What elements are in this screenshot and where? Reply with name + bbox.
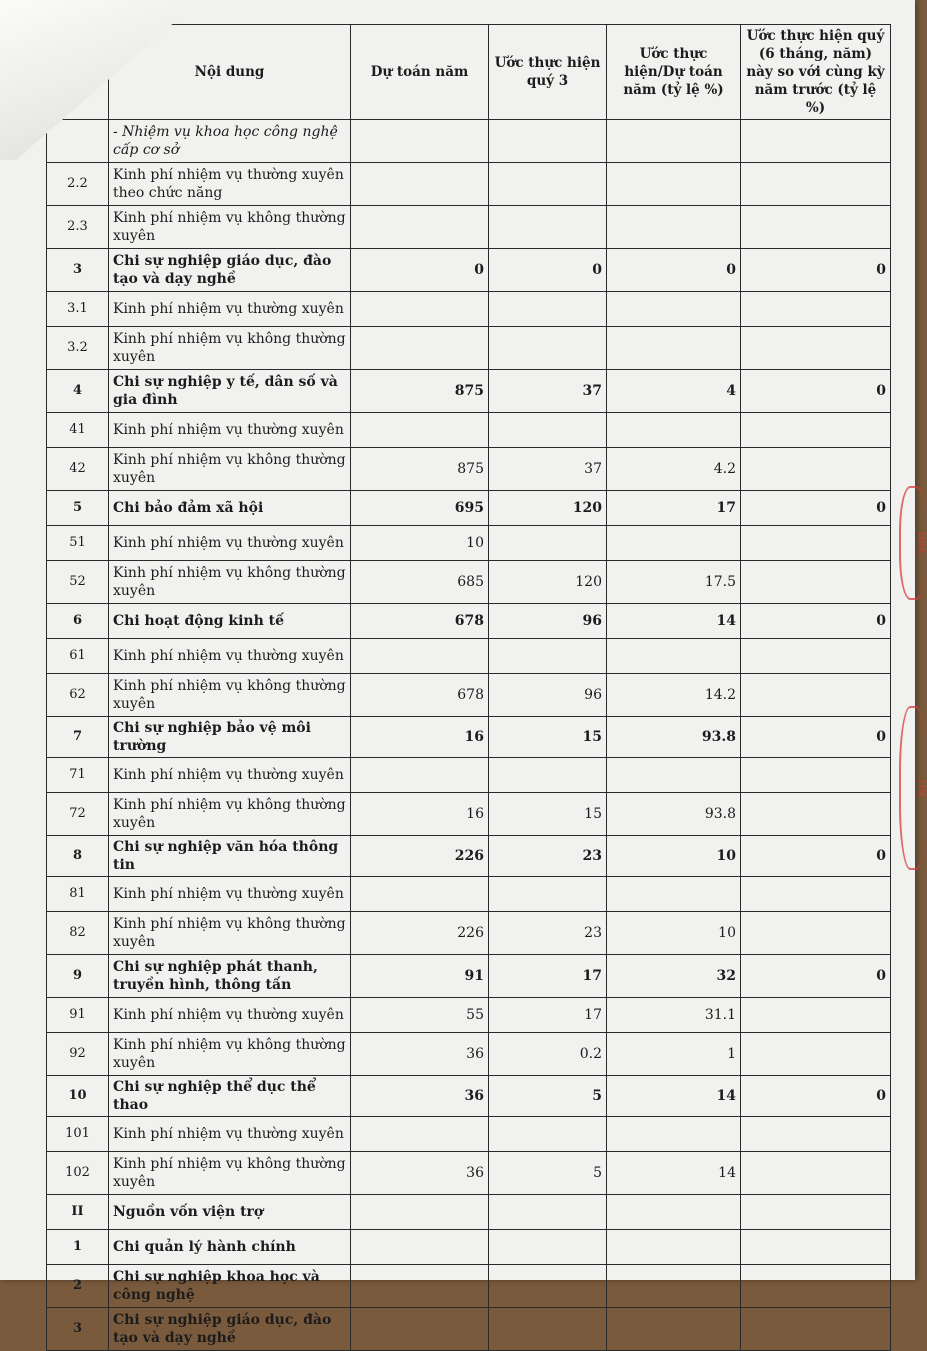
ratio-cell: 14 xyxy=(607,604,741,639)
row-number: 3.2 xyxy=(47,327,109,370)
yoy-cell xyxy=(741,1117,891,1152)
annual-estimate-cell xyxy=(351,327,489,370)
q3-estimate-cell xyxy=(489,206,607,249)
q3-estimate-cell: 96 xyxy=(489,674,607,717)
row-number: 9 xyxy=(47,955,109,998)
table-row xyxy=(47,120,891,163)
q3-estimate-cell xyxy=(489,120,607,163)
row-number: 102 xyxy=(47,1152,109,1195)
yoy-cell xyxy=(741,120,891,163)
row-number: 3 xyxy=(47,249,109,292)
yoy-cell xyxy=(741,912,891,955)
ratio-cell: 32 xyxy=(607,955,741,998)
annual-estimate-cell xyxy=(351,206,489,249)
row-label: Chi sự nghiệp y tế, dân số và gia đình xyxy=(109,370,351,413)
yoy-cell xyxy=(741,561,891,604)
annual-estimate-cell: 875 xyxy=(351,448,489,491)
annual-estimate-cell xyxy=(351,120,489,163)
table-row xyxy=(47,292,891,327)
yoy-cell: 0 xyxy=(741,370,891,413)
annual-estimate-cell xyxy=(351,1117,489,1152)
row-label: Chi hoạt động kinh tế xyxy=(109,604,351,639)
row-label: - Nhiệm vụ khoa học công nghệ cấp cơ sở xyxy=(109,120,351,163)
ratio-cell xyxy=(607,292,741,327)
row-number: 61 xyxy=(47,639,109,674)
q3-estimate-cell: 15 xyxy=(489,793,607,836)
row-label: Kinh phí nhiệm vụ thường xuyên xyxy=(109,1117,351,1152)
annual-estimate-cell xyxy=(351,163,489,206)
table-row xyxy=(47,1230,891,1265)
row-label: Chi sự nghiệp giáo dục, đào tạo và dạy nghề xyxy=(109,249,351,292)
yoy-cell: 0 xyxy=(741,1076,891,1117)
table-row xyxy=(47,836,891,877)
row-label: Kinh phí nhiệm vụ thường xuyên xyxy=(109,526,351,561)
table-row xyxy=(47,793,891,836)
table-row xyxy=(47,758,891,793)
annual-estimate-cell: 36 xyxy=(351,1152,489,1195)
row-label: Kinh phí nhiệm vụ không thường xuyên xyxy=(109,1033,351,1076)
ratio-cell xyxy=(607,639,741,674)
row-label: Chi sự nghiệp khoa học và công nghệ xyxy=(109,1265,351,1308)
yoy-cell: 0 xyxy=(741,249,891,292)
yoy-cell: 0 xyxy=(741,491,891,526)
ratio-cell xyxy=(607,120,741,163)
ratio-cell xyxy=(607,327,741,370)
row-label: Kinh phí nhiệm vụ không thường xuyên xyxy=(109,448,351,491)
table-row xyxy=(47,370,891,413)
annual-estimate-cell: 55 xyxy=(351,998,489,1033)
yoy-cell xyxy=(741,674,891,717)
table-row xyxy=(47,526,891,561)
q3-estimate-cell: 0.2 xyxy=(489,1033,607,1076)
yoy-cell xyxy=(741,413,891,448)
q3-estimate-cell xyxy=(489,1117,607,1152)
row-number: 7 xyxy=(47,717,109,758)
row-number: 5 xyxy=(47,491,109,526)
ratio-cell: 17.5 xyxy=(607,561,741,604)
row-label: Kinh phí nhiệm vụ không thường xuyên xyxy=(109,674,351,717)
table-body xyxy=(47,120,891,1351)
row-label: Chi sự nghiệp giáo dục, đào tạo và dạy nghề xyxy=(109,1308,351,1351)
q3-estimate-cell xyxy=(489,163,607,206)
ratio-cell: 4 xyxy=(607,370,741,413)
table-row xyxy=(47,413,891,448)
budget-table xyxy=(46,24,891,1351)
table-row xyxy=(47,639,891,674)
table-row xyxy=(47,955,891,998)
row-number: 10 xyxy=(47,1076,109,1117)
row-number: 62 xyxy=(47,674,109,717)
row-number xyxy=(47,120,109,163)
ratio-cell xyxy=(607,413,741,448)
q3-estimate-cell: 37 xyxy=(489,448,607,491)
annual-estimate-cell xyxy=(351,413,489,448)
header-q3-estimate: Ước thực hiện quý 3 xyxy=(489,25,607,120)
row-number: 41 xyxy=(47,413,109,448)
row-label: Kinh phí nhiệm vụ không thường xuyên xyxy=(109,206,351,249)
yoy-cell xyxy=(741,639,891,674)
yoy-cell xyxy=(741,526,891,561)
yoy-cell xyxy=(741,998,891,1033)
q3-estimate-cell: 120 xyxy=(489,561,607,604)
annual-estimate-cell: 678 xyxy=(351,604,489,639)
q3-estimate-cell: 0 xyxy=(489,249,607,292)
q3-estimate-cell xyxy=(489,413,607,448)
table-row xyxy=(47,249,891,292)
annual-estimate-cell: 16 xyxy=(351,717,489,758)
row-number: 101 xyxy=(47,1117,109,1152)
table-row xyxy=(47,674,891,717)
ratio-cell: 4.2 xyxy=(607,448,741,491)
row-number: 92 xyxy=(47,1033,109,1076)
annual-estimate-cell: 695 xyxy=(351,491,489,526)
ratio-cell xyxy=(607,1265,741,1308)
row-number: 42 xyxy=(47,448,109,491)
table-row xyxy=(47,1195,891,1230)
header-annual-estimate: Dự toán năm xyxy=(351,25,489,120)
yoy-cell xyxy=(741,758,891,793)
ratio-cell xyxy=(607,206,741,249)
annual-estimate-cell xyxy=(351,758,489,793)
q3-estimate-cell xyxy=(489,1230,607,1265)
row-label: Kinh phí nhiệm vụ không thường xuyên xyxy=(109,1152,351,1195)
q3-estimate-cell: 23 xyxy=(489,912,607,955)
ratio-cell: 0 xyxy=(607,249,741,292)
yoy-cell: 0 xyxy=(741,604,891,639)
row-label: Kinh phí nhiệm vụ thường xuyên xyxy=(109,639,351,674)
row-label: Kinh phí nhiệm vụ thường xuyên xyxy=(109,292,351,327)
table-row xyxy=(47,717,891,758)
yoy-cell xyxy=(741,1308,891,1351)
row-number: 3 xyxy=(47,1308,109,1351)
row-number: II xyxy=(47,1195,109,1230)
yoy-cell xyxy=(741,793,891,836)
table-row xyxy=(47,1117,891,1152)
q3-estimate-cell: 120 xyxy=(489,491,607,526)
yoy-cell xyxy=(741,327,891,370)
row-label: Kinh phí nhiệm vụ không thường xuyên xyxy=(109,793,351,836)
row-label: Kinh phí nhiệm vụ không thường xuyên xyxy=(109,912,351,955)
ratio-cell xyxy=(607,163,741,206)
red-stamp-top: ĐBA xyxy=(899,486,927,600)
annual-estimate-cell: 36 xyxy=(351,1033,489,1076)
q3-estimate-cell xyxy=(489,877,607,912)
annual-estimate-cell xyxy=(351,292,489,327)
q3-estimate-cell xyxy=(489,327,607,370)
annual-estimate-cell xyxy=(351,1230,489,1265)
q3-estimate-cell xyxy=(489,1308,607,1351)
red-stamp-bottom: ỜN xyxy=(899,706,927,870)
yoy-cell: 0 xyxy=(741,717,891,758)
annual-estimate-cell: 875 xyxy=(351,370,489,413)
table-row xyxy=(47,1076,891,1117)
annual-estimate-cell: 16 xyxy=(351,793,489,836)
header-ratio: Ước thực hiện/Dự toán năm (tỷ lệ %) xyxy=(607,25,741,120)
ratio-cell xyxy=(607,1195,741,1230)
table-row xyxy=(47,491,891,526)
yoy-cell: 0 xyxy=(741,836,891,877)
table-row xyxy=(47,448,891,491)
row-number: 81 xyxy=(47,877,109,912)
yoy-cell xyxy=(741,1152,891,1195)
table-row xyxy=(47,1265,891,1308)
table-row xyxy=(47,912,891,955)
row-label: Chi sự nghiệp phát thanh, truyền hình, thông tấn xyxy=(109,955,351,998)
q3-estimate-cell xyxy=(489,639,607,674)
q3-estimate-cell xyxy=(489,526,607,561)
row-label: Kinh phí nhiệm vụ không thường xuyên xyxy=(109,561,351,604)
row-label: Kinh phí nhiệm vụ thường xuyên xyxy=(109,877,351,912)
ratio-cell xyxy=(607,758,741,793)
row-number: 82 xyxy=(47,912,109,955)
header-yoy: Ước thực hiện quý (6 tháng, năm) này so với cùng kỳ năm trước (tỷ lệ %) xyxy=(741,25,891,120)
q3-estimate-cell: 23 xyxy=(489,836,607,877)
row-number: 51 xyxy=(47,526,109,561)
table-row xyxy=(47,877,891,912)
header-content: Nội dung xyxy=(109,25,351,120)
yoy-cell xyxy=(741,163,891,206)
row-number: 52 xyxy=(47,561,109,604)
row-number: 2 xyxy=(47,1265,109,1308)
annual-estimate-cell: 36 xyxy=(351,1076,489,1117)
table-row xyxy=(47,1308,891,1351)
q3-estimate-cell xyxy=(489,1195,607,1230)
row-label: Chi quản lý hành chính xyxy=(109,1230,351,1265)
yoy-cell xyxy=(741,1265,891,1308)
table-row xyxy=(47,604,891,639)
ratio-cell: 14 xyxy=(607,1076,741,1117)
row-number: 71 xyxy=(47,758,109,793)
ratio-cell xyxy=(607,1308,741,1351)
row-label: Chi sự nghiệp bảo vệ môi trường xyxy=(109,717,351,758)
q3-estimate-cell: 96 xyxy=(489,604,607,639)
q3-estimate-cell: 5 xyxy=(489,1152,607,1195)
q3-estimate-cell: 17 xyxy=(489,998,607,1033)
row-number: 6 xyxy=(47,604,109,639)
annual-estimate-cell: 0 xyxy=(351,249,489,292)
row-number: 91 xyxy=(47,998,109,1033)
annual-estimate-cell: 226 xyxy=(351,836,489,877)
annual-estimate-cell: 685 xyxy=(351,561,489,604)
ratio-cell: 93.8 xyxy=(607,717,741,758)
ratio-cell xyxy=(607,877,741,912)
ratio-cell: 31.1 xyxy=(607,998,741,1033)
row-number: 2.2 xyxy=(47,163,109,206)
q3-estimate-cell xyxy=(489,1265,607,1308)
ratio-cell xyxy=(607,1230,741,1265)
row-label: Kinh phí nhiệm vụ không thường xuyên xyxy=(109,327,351,370)
row-label: Nguồn vốn viện trợ xyxy=(109,1195,351,1230)
row-label: Chi bảo đảm xã hội xyxy=(109,491,351,526)
ratio-cell: 10 xyxy=(607,836,741,877)
table-row xyxy=(47,998,891,1033)
ratio-cell: 10 xyxy=(607,912,741,955)
header-row xyxy=(47,25,891,120)
yoy-cell xyxy=(741,1230,891,1265)
yoy-cell xyxy=(741,448,891,491)
annual-estimate-cell xyxy=(351,877,489,912)
ratio-cell: 14.2 xyxy=(607,674,741,717)
yoy-cell xyxy=(741,877,891,912)
row-number: 72 xyxy=(47,793,109,836)
table-row xyxy=(47,206,891,249)
annual-estimate-cell xyxy=(351,1195,489,1230)
row-label: Kinh phí nhiệm vụ thường xuyên theo chức năng xyxy=(109,163,351,206)
ratio-cell xyxy=(607,1117,741,1152)
row-number: 8 xyxy=(47,836,109,877)
row-number: 4 xyxy=(47,370,109,413)
ratio-cell xyxy=(607,526,741,561)
annual-estimate-cell: 10 xyxy=(351,526,489,561)
table-row xyxy=(47,327,891,370)
row-label: Chi sự nghiệp văn hóa thông tin xyxy=(109,836,351,877)
q3-estimate-cell: 5 xyxy=(489,1076,607,1117)
yoy-cell xyxy=(741,1195,891,1230)
q3-estimate-cell xyxy=(489,292,607,327)
ratio-cell: 1 xyxy=(607,1033,741,1076)
ratio-cell: 17 xyxy=(607,491,741,526)
annual-estimate-cell xyxy=(351,1265,489,1308)
yoy-cell xyxy=(741,1033,891,1076)
row-label: Kinh phí nhiệm vụ thường xuyên xyxy=(109,758,351,793)
annual-estimate-cell xyxy=(351,1308,489,1351)
table-row xyxy=(47,1033,891,1076)
table-row xyxy=(47,561,891,604)
ratio-cell: 14 xyxy=(607,1152,741,1195)
annual-estimate-cell: 91 xyxy=(351,955,489,998)
yoy-cell xyxy=(741,206,891,249)
row-label: Kinh phí nhiệm vụ thường xuyên xyxy=(109,998,351,1033)
row-number: 2.3 xyxy=(47,206,109,249)
yoy-cell xyxy=(741,292,891,327)
q3-estimate-cell xyxy=(489,758,607,793)
yoy-cell: 0 xyxy=(741,955,891,998)
row-label: Chi sự nghiệp thể dục thể thao xyxy=(109,1076,351,1117)
q3-estimate-cell: 17 xyxy=(489,955,607,998)
row-number: 3.1 xyxy=(47,292,109,327)
q3-estimate-cell: 37 xyxy=(489,370,607,413)
table-row xyxy=(47,1152,891,1195)
annual-estimate-cell: 678 xyxy=(351,674,489,717)
table-row xyxy=(47,163,891,206)
ratio-cell: 93.8 xyxy=(607,793,741,836)
q3-estimate-cell: 15 xyxy=(489,717,607,758)
annual-estimate-cell xyxy=(351,639,489,674)
row-number: 1 xyxy=(47,1230,109,1265)
annual-estimate-cell: 226 xyxy=(351,912,489,955)
row-label: Kinh phí nhiệm vụ thường xuyên xyxy=(109,413,351,448)
